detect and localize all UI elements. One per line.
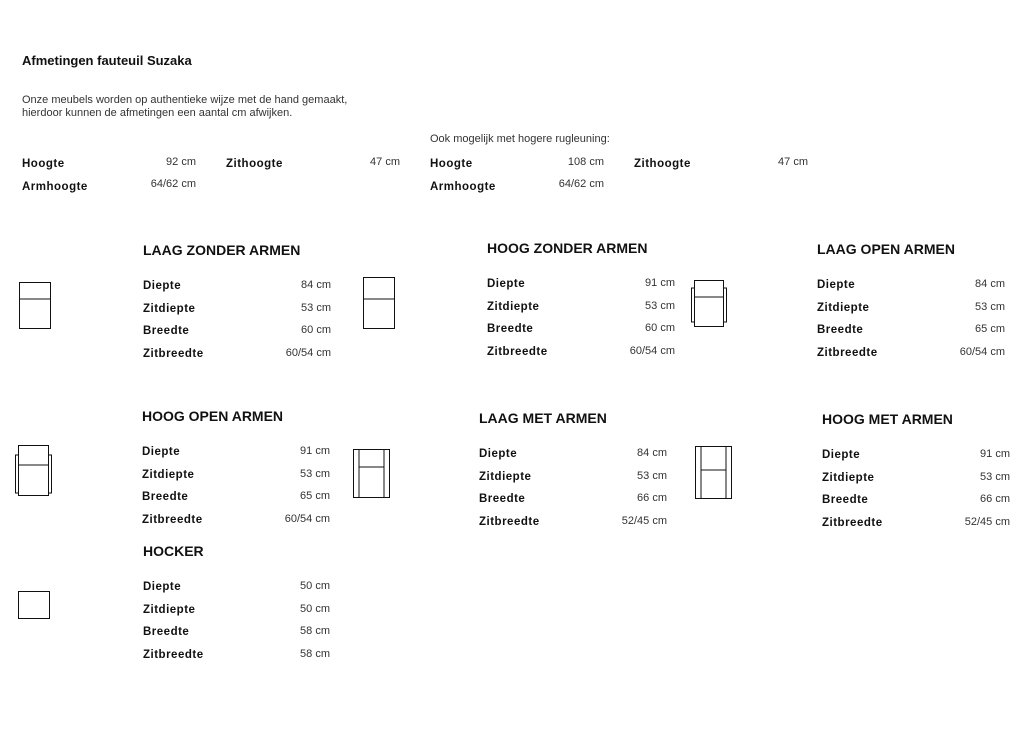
standard-hoogte-label: Hoogte (22, 158, 65, 170)
chair-low-open-arms-icon (691, 280, 727, 328)
dimension-value: 58 cm (300, 625, 330, 637)
dimension-value: 60/54 cm (629, 345, 675, 357)
dimension-label: Zitbreedte (479, 516, 540, 528)
dimension-value: 65 cm (975, 323, 1005, 335)
dimension-value: 60/54 cm (959, 346, 1005, 358)
dimension-label: Diepte (479, 448, 518, 460)
variant-laag-met-armen (479, 410, 667, 540)
variant-hocker (143, 543, 331, 673)
dimension-label: Breedte (142, 491, 189, 503)
dimension-value: 52/45 cm (964, 516, 1010, 528)
standard-armhoogte-label: Armhoogte (22, 181, 88, 193)
dimension-row (822, 449, 1010, 467)
variant-laag-open-armen (817, 241, 1005, 371)
variant-hoog-met-armen (822, 411, 1010, 541)
dimension-value: 84 cm (301, 279, 331, 291)
standard-zithoogte-label: Zithoogte (226, 158, 283, 170)
variant-title: HOCKER (143, 543, 204, 559)
high-back-hoogte-label: Hoogte (430, 158, 473, 170)
high-back-zithoogte-value: 47 cm (778, 156, 808, 168)
dimension-row (817, 324, 1005, 342)
dimension-value: 66 cm (980, 493, 1010, 505)
dimension-label: Diepte (817, 279, 856, 291)
dimension-label: Zitbreedte (142, 514, 203, 526)
variant-title: HOOG MET ARMEN (822, 411, 953, 427)
dimension-label: Zitdiepte (487, 301, 540, 313)
hocker-icon (18, 591, 51, 620)
high-back-armhoogte-value: 64/62 cm (558, 178, 604, 190)
dimension-label: Diepte (143, 280, 182, 292)
dimension-row (143, 303, 331, 321)
dimension-value: 66 cm (637, 492, 667, 504)
dimension-row (143, 325, 331, 343)
dimension-value: 53 cm (637, 470, 667, 482)
dimension-value: 50 cm (300, 603, 330, 615)
dimension-value: 91 cm (645, 277, 675, 289)
dimension-value: 58 cm (300, 648, 330, 660)
dimension-row (143, 280, 331, 298)
high-back-armhoogte-label: Armhoogte (430, 181, 496, 193)
dimension-row (479, 471, 667, 489)
dimension-row (487, 301, 675, 319)
variant-title: HOOG ZONDER ARMEN (487, 240, 648, 256)
dimension-label: Zitbreedte (822, 517, 883, 529)
dimension-value: 91 cm (980, 448, 1010, 460)
chair-low-no-arms-icon (19, 282, 52, 330)
dimension-label: Zitdiepte (817, 302, 870, 314)
dimension-row (479, 516, 667, 534)
dimension-label: Zitdiepte (143, 604, 196, 616)
dimension-row (143, 581, 330, 599)
dimension-row (817, 302, 1005, 320)
dimension-value: 65 cm (300, 490, 330, 502)
dimension-row (487, 346, 675, 364)
variant-laag-zonder-armen (143, 242, 331, 372)
dimension-row (143, 348, 331, 366)
dimension-label: Zitbreedte (817, 347, 878, 359)
dimension-row (143, 626, 330, 644)
dimension-value: 84 cm (975, 278, 1005, 290)
standard-zithoogte-value: 47 cm (370, 156, 400, 168)
variant-title: HOOG OPEN ARMEN (142, 408, 284, 424)
dimension-label: Zitdiepte (479, 471, 532, 483)
dimension-row (822, 494, 1010, 512)
dimension-row (142, 514, 330, 532)
chair-high-no-arms-icon (363, 277, 396, 330)
chair-high-with-arms-icon (695, 446, 733, 500)
dimension-row (817, 279, 1005, 297)
variant-title: LAAG ZONDER ARMEN (143, 242, 301, 258)
dimension-value: 52/45 cm (621, 515, 667, 527)
dimension-value: 84 cm (637, 447, 667, 459)
dimension-value: 60/54 cm (284, 513, 330, 525)
dimension-row (822, 517, 1010, 535)
variant-hoog-zonder-armen (487, 240, 675, 370)
variant-title: LAAG OPEN ARMEN (817, 241, 955, 257)
dimension-value: 53 cm (645, 300, 675, 312)
chair-high-open-arms-icon (15, 445, 52, 497)
dimension-label: Zitdiepte (142, 469, 195, 481)
dimension-row (479, 448, 667, 466)
dimension-row (487, 323, 675, 341)
dimension-row (142, 446, 330, 464)
dimension-label: Diepte (142, 446, 181, 458)
dimension-row (142, 491, 330, 509)
dimension-value: 91 cm (300, 445, 330, 457)
dimension-label: Diepte (822, 449, 861, 461)
dimension-label: Zitbreedte (487, 346, 548, 358)
dimension-label: Breedte (479, 493, 526, 505)
chair-low-with-arms-icon (353, 449, 391, 499)
dimension-label: Breedte (143, 325, 190, 337)
dimension-value: 60 cm (645, 322, 675, 334)
high-back-zithoogte-label: Zithoogte (634, 158, 691, 170)
variant-title: LAAG MET ARMEN (479, 410, 607, 426)
dimension-value: 53 cm (975, 301, 1005, 313)
dimension-value: 60/54 cm (285, 347, 331, 359)
variant-hoog-open-armen (142, 408, 330, 538)
dimension-row (143, 604, 330, 622)
dimension-row (479, 493, 667, 511)
dimension-row (487, 278, 675, 296)
page-title: Afmetingen fauteuil Suzaka (22, 53, 192, 68)
standard-hoogte-value: 92 cm (166, 156, 196, 168)
dimension-label: Zitbreedte (143, 649, 204, 661)
dimension-label: Diepte (143, 581, 182, 593)
standard-armhoogte-value: 64/62 cm (150, 178, 196, 190)
dimension-row (817, 347, 1005, 365)
dimension-label: Zitbreedte (143, 348, 204, 360)
dimension-row (143, 649, 330, 667)
dimension-label: Breedte (487, 323, 534, 335)
dimension-value: 53 cm (980, 471, 1010, 483)
dimension-label: Zitdiepte (143, 303, 196, 315)
high-back-hoogte-value: 108 cm (567, 156, 604, 168)
dimension-label: Breedte (143, 626, 190, 638)
dimension-label: Diepte (487, 278, 526, 290)
dimension-label: Breedte (817, 324, 864, 336)
dimension-value: 53 cm (300, 468, 330, 480)
dimension-label: Zitdiepte (822, 472, 875, 484)
high-back-note: Ook mogelijk met hogere rugleuning: (430, 133, 610, 145)
dimension-label: Breedte (822, 494, 869, 506)
intro-line-1: Onze meubels worden op authentieke wijze met de hand gemaakt, (22, 94, 348, 106)
dimension-row (142, 469, 330, 487)
dimension-value: 50 cm (300, 580, 330, 592)
dimension-value: 53 cm (301, 302, 331, 314)
intro-text (22, 94, 442, 120)
dimension-row (822, 472, 1010, 490)
dimension-value: 60 cm (301, 324, 331, 336)
intro-line-2: hierdoor kunnen de afmetingen een aantal cm afwijken. (22, 107, 293, 119)
